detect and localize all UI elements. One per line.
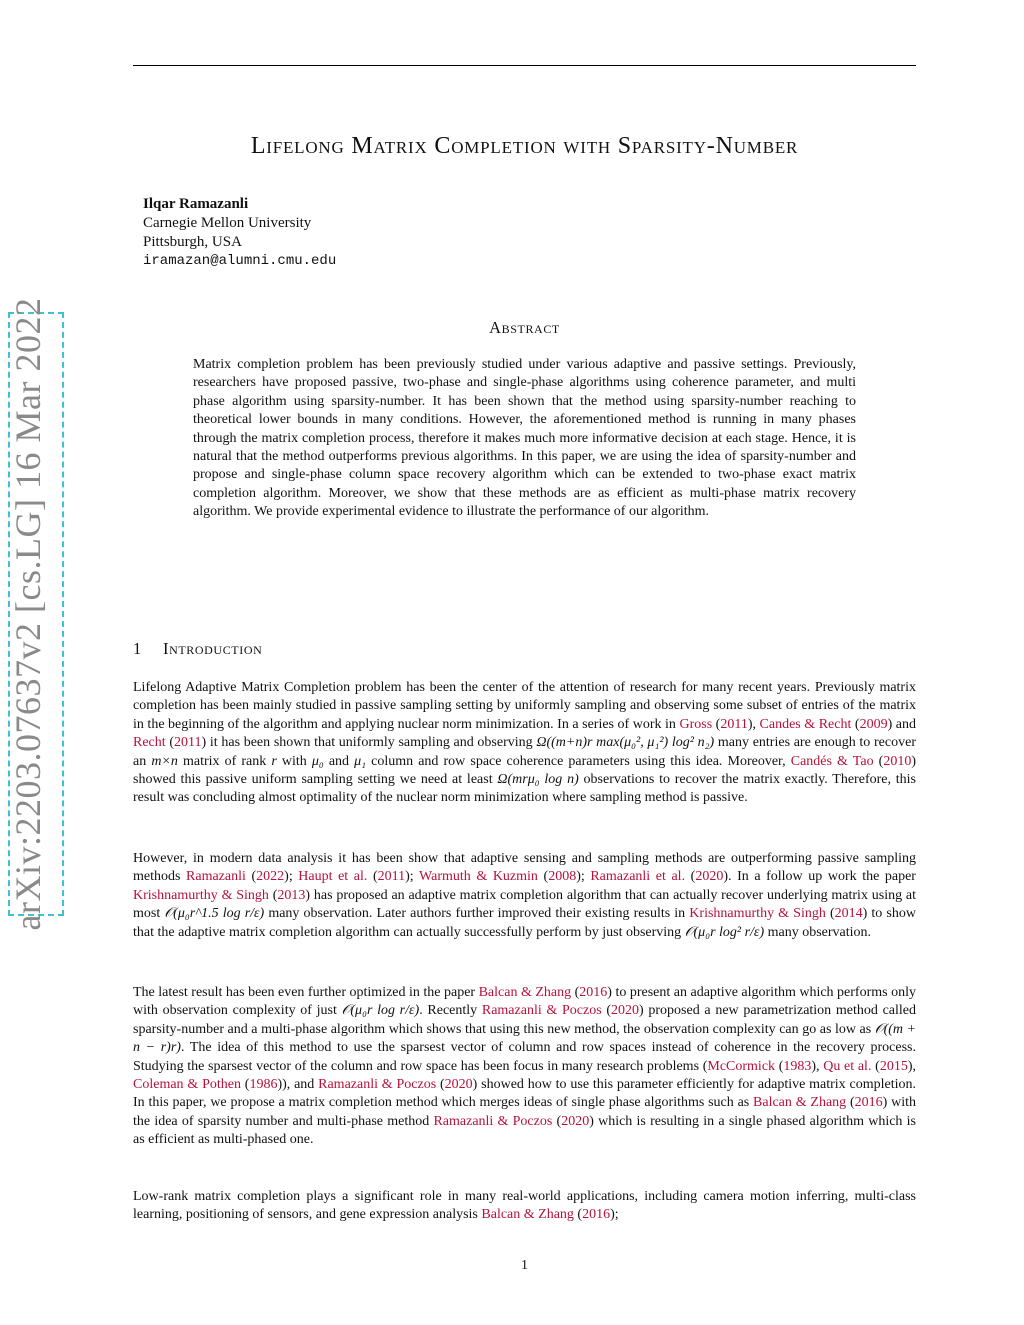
author-name: Ilqar Ramazanli — [143, 196, 249, 212]
section-title: Introduction — [163, 639, 263, 658]
paper-title: Lifelong Matrix Completion with Sparsity-Number — [250, 133, 799, 159]
math-expression: 𝒪((m + n − r)r) — [133, 1021, 917, 1056]
citation-link[interactable]: Balcan & Zhang — [753, 1095, 847, 1111]
citation-link[interactable]: Warmuth & Kuzmin — [419, 869, 538, 885]
intro-paragraph-1: Lifelong Adaptive Matrix Completion problem has been the center of the attention of research for many recent years. Previously matrix completion has been mainly studied in passive sampling setting by uniformly sampling and observing some subset of entries of the matrix in the beginning of the algorithm and applying nuclear norm minimization. In a series of work in Gross (2011), Candes & Recht (2009) and Recht (2011) it has been shown that uniformly sampling and observing Ω((m+n)r max(μ₀², μ₁²) log² n₂) many entries are enough to recover an m×n matrix of rank r with μ₀ and μ₁ column and row space coherence parameters using this idea. Moreover, Candés & Tao (2010) showed this passive uniform sampling setting we need at least Ω(mrμ₀ log n) observations to recover the matrix exactly. Therefore, this result was concluding almost optimality of the nuclear norm minimization where sampling method is passive. — [133, 680, 917, 806]
math-expression: Ω((m+n)r max(μ₀², μ₁²) log² n₂) — [536, 735, 715, 751]
citation-year-link[interactable]: 2022 — [256, 869, 285, 885]
citation-year-link[interactable]: 2016 — [854, 1095, 883, 1111]
author-affiliation: Carnegie Mellon University — [143, 215, 312, 231]
citation-link[interactable]: Qu et al. — [823, 1058, 872, 1074]
intro-paragraph-4: Low-rank matrix completion plays a significant role in many real-world applications, including camera motion inferring, multi-class learning, positioning of sensors, and gene expression analysis Balcan & Zhang (2016); — [133, 1189, 916, 1223]
citation-year-link[interactable]: 2013 — [277, 887, 306, 903]
math-expression: μ₁ — [354, 753, 367, 769]
author-location: Pittsburgh, USA — [143, 234, 242, 250]
citation-year-link[interactable]: 2011 — [377, 869, 406, 885]
math-expression: 𝒪(μ₀r^1.5 log r/ε) — [164, 906, 265, 922]
citation-link[interactable]: Ramazanli & Poczos — [318, 1077, 437, 1093]
citation-link[interactable]: Recht — [133, 735, 166, 751]
math-expression: 𝒪(μ₀r log r/ε) — [341, 1003, 420, 1019]
citation-link[interactable]: Ramazanli et al. — [590, 869, 686, 885]
section-heading — [133, 639, 916, 659]
math-expression: μ₀ — [311, 753, 324, 769]
math-expression: m×n — [151, 753, 178, 769]
citation-year-link[interactable]: 2020 — [611, 1003, 640, 1019]
arxiv-identifier[interactable]: arXiv:2203.07637v2 [cs.LG] 16 Mar 2022 — [8, 297, 48, 931]
citation-year-link[interactable]: 2008 — [548, 869, 577, 885]
citation-link[interactable]: Balcan & Zhang — [478, 985, 572, 1000]
citation-link[interactable]: Ramazanli — [186, 869, 246, 885]
citation-year-link[interactable]: 2011 — [720, 716, 748, 732]
author-email[interactable]: iramazan@alumni.cmu.edu — [143, 253, 337, 269]
intro-paragraph-2: However, in modern data analysis it has been show that adaptive sensing and sampling methods are outperforming passive sampling methods Ramazanli (2022); Haupt et al. (2011); Warmuth & Kuzmin (2008); Ramazanli et al. (2020). In a follow up work the paper Krishnamurthy & Singh (2013) has proposed an adaptive matrix completion algorithm that can actually recover underlying matrix using at most 𝒪(μ₀r^1.5 log r/ε) many observation. Later authors further improved their existing results in Krishnamurthy & Singh (2014) to show that the adaptive matrix completion algorithm can actually successfully perform by just observing 𝒪(μ₀r log² r/ε) many observation. — [133, 851, 916, 940]
section-number: 1 — [133, 639, 142, 658]
citation-year-link[interactable]: 1983 — [783, 1058, 812, 1074]
page-number: 1 — [521, 1258, 528, 1273]
citation-link[interactable]: Ramazanli & Poczos — [481, 1003, 602, 1019]
intro-paragraph-3: The latest result has been even further optimized in the paper Balcan & Zhang (2016) to present an adaptive algorithm which performs only with observation complexity of just 𝒪(μ₀r log r/ε). Recently Ramazanli & Poczos (2020) proposed a new parametrization method called sparsity-number and a multi-phase algorithm which shows that using this new method, the observation complexity can go as low as 𝒪((m + n − r)r). The idea of this method to use the sparsest vector of column and row spaces instead of coherence in the recovery process. Studying the sparsest vector of the column and row space has been focus in many research problems (McCormick (1983), Qu et al. (2015), Coleman & Pothen (1986)), and Ramazanli & Poczos (2020) showed how to use this parameter efficiently for adaptive matrix completion. In this paper, we propose a matrix completion method which merges ideas of single phase algorithms such as Balcan & Zhang (2016) with the idea of sparsity number and multi-phase method Ramazanli & Poczos (2020) which is resulting in a single phased algorithm which is as efficient as multi-phased one. — [133, 985, 917, 1148]
citation-link[interactable]: Krishnamurthy & Singh — [689, 906, 826, 922]
citation-year-link[interactable]: 2014 — [834, 906, 863, 922]
citation-year-link[interactable]: 2020 — [444, 1077, 473, 1093]
citation-link[interactable]: Coleman & Pothen — [133, 1077, 241, 1093]
author-block — [143, 195, 336, 271]
citation-year-link[interactable]: 2011 — [174, 735, 202, 751]
citation-link[interactable]: McCormick — [707, 1058, 776, 1074]
citation-year-link[interactable]: 1986 — [249, 1077, 278, 1093]
math-expression: r — [271, 753, 277, 769]
math-expression: Ω(mrμ₀ log n) — [497, 772, 579, 788]
header-rule — [133, 65, 916, 66]
citation-link[interactable]: Ramazanli & Poczos — [433, 1113, 553, 1129]
citation-link[interactable]: Krishnamurthy & Singh — [133, 887, 269, 903]
math-expression: 𝒪(μ₀r log² r/ε) — [684, 924, 765, 940]
citation-year-link[interactable]: 2015 — [879, 1058, 908, 1074]
citation-year-link[interactable]: 2020 — [561, 1113, 590, 1129]
citation-year-link[interactable]: 2016 — [582, 1207, 611, 1223]
citation-link[interactable]: Balcan & Zhang — [481, 1207, 574, 1223]
citation-year-link[interactable]: 2016 — [579, 985, 608, 1000]
citation-year-link[interactable]: 2009 — [859, 716, 888, 732]
citation-link[interactable]: Candes & Recht — [759, 716, 852, 732]
citation-link[interactable]: Candés & Tao — [790, 753, 874, 769]
citation-link[interactable]: Gross — [679, 716, 713, 732]
citation-year-link[interactable]: 2010 — [883, 753, 912, 769]
citation-link[interactable]: Haupt et al. — [298, 869, 368, 885]
citation-year-link[interactable]: 2020 — [695, 869, 724, 885]
abstract-heading: Abstract — [489, 318, 560, 337]
abstract-body: Matrix completion problem has been previously studied under various adaptive and passive settings. Previously, researchers have proposed passive, two-phase and single-phase algorithms using coherence parameter, and multi phase algorithm using sparsity-number. It has been shown that the method using sparsity-number reaching to theoretical lower bounds in many conditions. However, the aforementioned method is running in many phases through the matrix completion process, therefore it makes much more informative decision at each stage. Hence, it is natural that the method outperforms previous algorithms. In this paper, we are using the idea of sparsity-number and propose and single-phase column space recovery algorithm which can be extended to two-phase exact matrix completion algorithm. Moreover, we show that these methods are as efficient as multi-phase matrix recovery algorithm. We provide experimental evidence to illustrate the performance of our algorithm. — [193, 357, 856, 520]
